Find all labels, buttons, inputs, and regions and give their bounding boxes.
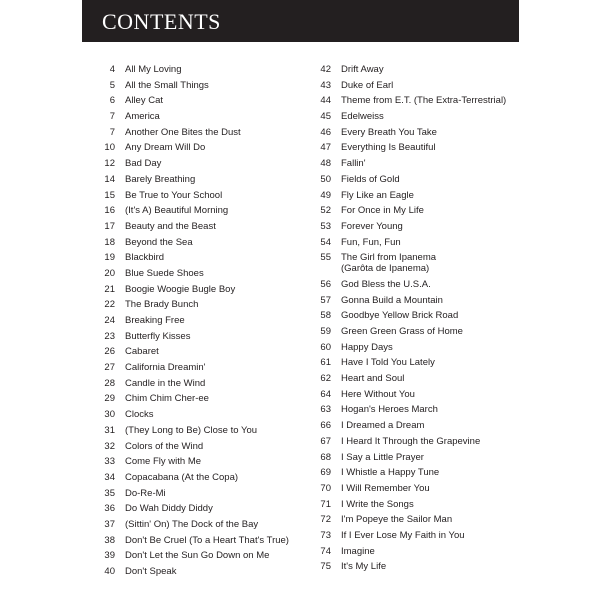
toc-entry bbox=[311, 80, 571, 96]
toc-entry bbox=[311, 95, 571, 111]
toc-page-number: 33 bbox=[104, 456, 115, 468]
toc-page-number: 43 bbox=[320, 79, 331, 91]
toc-entry bbox=[311, 190, 571, 206]
toc-song-title: Edelweiss bbox=[341, 111, 384, 123]
toc-page-number: 20 bbox=[104, 267, 115, 279]
toc-entry bbox=[311, 530, 571, 546]
toc-page-number: 57 bbox=[320, 294, 331, 306]
toc-page-number: 64 bbox=[320, 388, 331, 400]
toc-song-title: The Girl from Ipanema (Garôta de Ipanema) bbox=[341, 252, 437, 275]
toc-entry bbox=[311, 279, 571, 295]
toc-page-number: 19 bbox=[104, 252, 115, 264]
toc-song-title: Clocks bbox=[125, 409, 154, 421]
toc-page-number: 71 bbox=[320, 498, 331, 510]
toc-song-title: Green Green Grass of Home bbox=[341, 326, 463, 337]
toc-entry bbox=[311, 342, 571, 358]
toc-page-number: 16 bbox=[104, 205, 115, 217]
toc-song-title: Chim Chim Cher-ee bbox=[125, 393, 209, 405]
toc-song-title: Goodbye Yellow Brick Road bbox=[341, 310, 459, 322]
toc-page-number: 62 bbox=[320, 373, 331, 385]
toc-song-title: Butterfly Kisses bbox=[125, 330, 191, 342]
toc-entry bbox=[311, 467, 571, 483]
toc-entry bbox=[311, 420, 571, 436]
toc-page-number: 49 bbox=[320, 189, 331, 201]
toc-song-title: (It's A) Beautiful Morning bbox=[125, 205, 229, 217]
toc-song-title: I Will Remember You bbox=[341, 482, 430, 494]
toc-song-title: Barely Breathing bbox=[125, 173, 196, 185]
toc-song-title: Have I Told You Lately bbox=[341, 357, 435, 369]
toc-page-number: 32 bbox=[104, 440, 115, 452]
toc-page-number: 37 bbox=[104, 518, 115, 530]
toc-page-number: 53 bbox=[320, 220, 331, 232]
toc-song-title: (They Long to Be) Close to You bbox=[125, 424, 258, 436]
toc-song-title: Cabaret bbox=[125, 346, 159, 358]
toc-song-title: I'm Popeye the Sailor Man bbox=[341, 514, 453, 526]
toc-entry bbox=[311, 326, 571, 342]
toc-entry bbox=[311, 357, 571, 373]
toc-entry bbox=[311, 142, 571, 158]
toc-entry bbox=[311, 205, 571, 221]
toc-song-title: Be True to Your School bbox=[125, 189, 223, 201]
toc-entry bbox=[311, 499, 571, 515]
toc-entry bbox=[311, 514, 571, 530]
toc-entry bbox=[311, 237, 571, 253]
toc-song-title: Fun, Fun, Fun bbox=[341, 236, 401, 248]
toc-song-title: Another One Bites the Dust bbox=[125, 126, 241, 138]
toc-page-number: 50 bbox=[320, 173, 331, 185]
toc-entry bbox=[311, 404, 571, 420]
toc-entry bbox=[311, 373, 571, 389]
toc-song-title: Gonna Build a Mountain bbox=[341, 294, 443, 306]
toc-page-number: 45 bbox=[320, 111, 331, 123]
toc-song-title: Blackbird bbox=[125, 252, 165, 264]
toc-entry bbox=[311, 483, 571, 499]
toc-page-number: 73 bbox=[320, 529, 331, 541]
toc-song-title: I Whistle a Happy Tune bbox=[341, 467, 440, 479]
toc-page-number: 24 bbox=[104, 315, 115, 326]
toc-page-number: 67 bbox=[320, 435, 331, 447]
toc-page-number: 34 bbox=[104, 471, 115, 483]
toc-page-number: 38 bbox=[104, 534, 115, 546]
toc-entry bbox=[311, 295, 571, 311]
toc-page-number: 54 bbox=[320, 236, 331, 248]
toc-song-title: If I Ever Lose My Faith in You bbox=[341, 529, 465, 541]
toc-page-number: 63 bbox=[320, 404, 331, 416]
toc-song-title: Hogan's Heroes March bbox=[341, 404, 438, 416]
toc-song-title: Don't Speak bbox=[125, 566, 177, 577]
toc-page-number: 44 bbox=[320, 95, 331, 107]
page-title: CONTENTS bbox=[102, 9, 221, 34]
toc-page-number: 42 bbox=[320, 64, 331, 75]
toc-page-number: 30 bbox=[104, 409, 115, 421]
toc-page-number: 40 bbox=[104, 566, 115, 577]
toc-song-title: Alley Cat bbox=[125, 95, 164, 107]
toc-song-title: Don't Be Cruel (To a Heart That's True) bbox=[125, 534, 289, 546]
toc-page-number: 48 bbox=[320, 158, 331, 170]
toc-song-title: The Brady Bunch bbox=[125, 299, 199, 311]
toc-page-number: 12 bbox=[104, 158, 115, 170]
toc-page-number: 6 bbox=[109, 95, 115, 107]
toc-page-number: 35 bbox=[104, 487, 115, 499]
toc-page-number: 7 bbox=[109, 126, 115, 138]
toc-page-number: 18 bbox=[104, 236, 115, 248]
toc-page-number: 4 bbox=[109, 64, 115, 75]
toc-page-number: 58 bbox=[320, 310, 331, 322]
toc-entry bbox=[311, 64, 571, 80]
toc-page-number: 66 bbox=[320, 420, 331, 432]
toc-page-number: 59 bbox=[320, 326, 331, 337]
toc-song-title: Heart and Soul bbox=[341, 373, 405, 385]
toc-entry bbox=[311, 546, 571, 562]
toc-entry bbox=[311, 389, 571, 405]
toc-page-number: 28 bbox=[104, 377, 115, 389]
toc-page-number: 72 bbox=[320, 514, 331, 526]
toc-song-title: Beauty and the Beast bbox=[125, 220, 216, 232]
toc-page-number: 14 bbox=[104, 173, 115, 185]
toc-song-title: Come Fly with Me bbox=[125, 456, 202, 468]
toc-song-title: I Dreamed a Dream bbox=[341, 420, 425, 432]
toc-entry bbox=[311, 221, 571, 237]
toc-song-title: I Heard It Through the Grapevine bbox=[341, 435, 481, 447]
toc-page-number: 26 bbox=[104, 346, 115, 358]
toc-page-number: 47 bbox=[320, 142, 331, 154]
toc-song-title: Colors of the Wind bbox=[125, 440, 204, 452]
toc-page-number: 55 bbox=[320, 252, 331, 264]
toc-song-title: All My Loving bbox=[125, 64, 182, 75]
toc-page-number: 46 bbox=[320, 126, 331, 138]
toc-page-number: 69 bbox=[320, 467, 331, 479]
toc-song-title: Fields of Gold bbox=[341, 173, 400, 185]
toc-page-number: 10 bbox=[104, 142, 115, 154]
toc-song-title: Candle in the Wind bbox=[125, 377, 206, 389]
toc-song-title: I Write the Songs bbox=[341, 498, 414, 510]
toc-page-number: 70 bbox=[320, 482, 331, 494]
toc-entry bbox=[311, 252, 571, 279]
toc-page-number: 15 bbox=[104, 189, 115, 201]
toc-entry bbox=[311, 310, 571, 326]
toc-song-title: Beyond the Sea bbox=[125, 236, 193, 248]
toc-song-title: Don't Let the Sun Go Down on Me bbox=[125, 550, 270, 562]
toc-page-number: 27 bbox=[104, 362, 115, 374]
toc-page-number: 39 bbox=[104, 550, 115, 562]
toc-page-number: 68 bbox=[320, 451, 331, 463]
toc-entry bbox=[311, 436, 571, 452]
toc-song-title: Drift Away bbox=[341, 64, 384, 75]
toc-page-number: 60 bbox=[320, 341, 331, 353]
toc-song-title: Theme from E.T. (The Extra-Terrestrial) bbox=[341, 95, 507, 107]
toc-song-title: Forever Young bbox=[341, 220, 403, 232]
toc-song-title: Copacabana (At the Copa) bbox=[125, 471, 239, 483]
toc-song-title: For Once in My Life bbox=[341, 205, 424, 217]
toc-page-number: 22 bbox=[104, 299, 115, 311]
toc-song-title: Any Dream Will Do bbox=[125, 142, 206, 154]
toc-page-number: 75 bbox=[320, 561, 331, 573]
toc-entry bbox=[311, 111, 571, 127]
toc-page-number: 61 bbox=[320, 357, 331, 369]
toc-song-title: Here Without You bbox=[341, 388, 415, 400]
toc-song-title: Everything Is Beautiful bbox=[341, 142, 436, 154]
toc-song-title: Fallin' bbox=[341, 158, 366, 170]
toc-song-title: All the Small Things bbox=[125, 79, 209, 91]
toc-page-number: 56 bbox=[320, 278, 331, 290]
toc-song-title: God Bless the U.S.A. bbox=[341, 278, 431, 290]
toc-entry bbox=[311, 127, 571, 143]
toc-page-number: 74 bbox=[320, 545, 331, 557]
toc-page-number: 21 bbox=[104, 283, 115, 295]
toc-entry bbox=[311, 174, 571, 190]
toc-page-number: 29 bbox=[104, 393, 115, 405]
toc-song-title: Blue Suede Shoes bbox=[125, 267, 204, 279]
toc-song-title: It's My Life bbox=[341, 561, 387, 573]
toc-page-number: 17 bbox=[104, 220, 115, 232]
toc-song-title: (Sittin' On) The Dock of the Bay bbox=[125, 518, 259, 530]
toc-song-title: Breaking Free bbox=[125, 315, 185, 326]
toc-song-title: Happy Days bbox=[341, 341, 393, 353]
toc-page-number: 7 bbox=[109, 111, 115, 123]
toc-song-title: I Say a Little Prayer bbox=[341, 451, 424, 463]
toc-entry bbox=[311, 561, 571, 577]
toc-song-title: California Dreamin' bbox=[125, 362, 206, 374]
toc-page-number: 5 bbox=[109, 79, 115, 91]
toc-song-title: America bbox=[125, 111, 160, 123]
toc-page-number: 23 bbox=[104, 330, 115, 342]
toc-song-title: Boogie Woogie Bugle Boy bbox=[125, 283, 236, 295]
toc-page-number: 36 bbox=[104, 503, 115, 515]
contents-header bbox=[82, 0, 519, 42]
toc-song-title: Do-Re-Mi bbox=[125, 487, 166, 499]
toc-page-number: 31 bbox=[104, 424, 115, 436]
toc-song-title: Duke of Earl bbox=[341, 79, 394, 91]
toc-column-right bbox=[311, 64, 571, 577]
toc-page-number: 52 bbox=[320, 205, 331, 217]
toc-song-title: Every Breath You Take bbox=[341, 126, 437, 138]
toc-song-title: Do Wah Diddy Diddy bbox=[125, 503, 213, 515]
toc-entry bbox=[311, 158, 571, 174]
toc-entry bbox=[311, 452, 571, 468]
toc-song-title: Imagine bbox=[341, 545, 375, 557]
toc-song-title: Bad Day bbox=[125, 158, 162, 170]
toc-song-title: Fly Like an Eagle bbox=[341, 189, 414, 201]
